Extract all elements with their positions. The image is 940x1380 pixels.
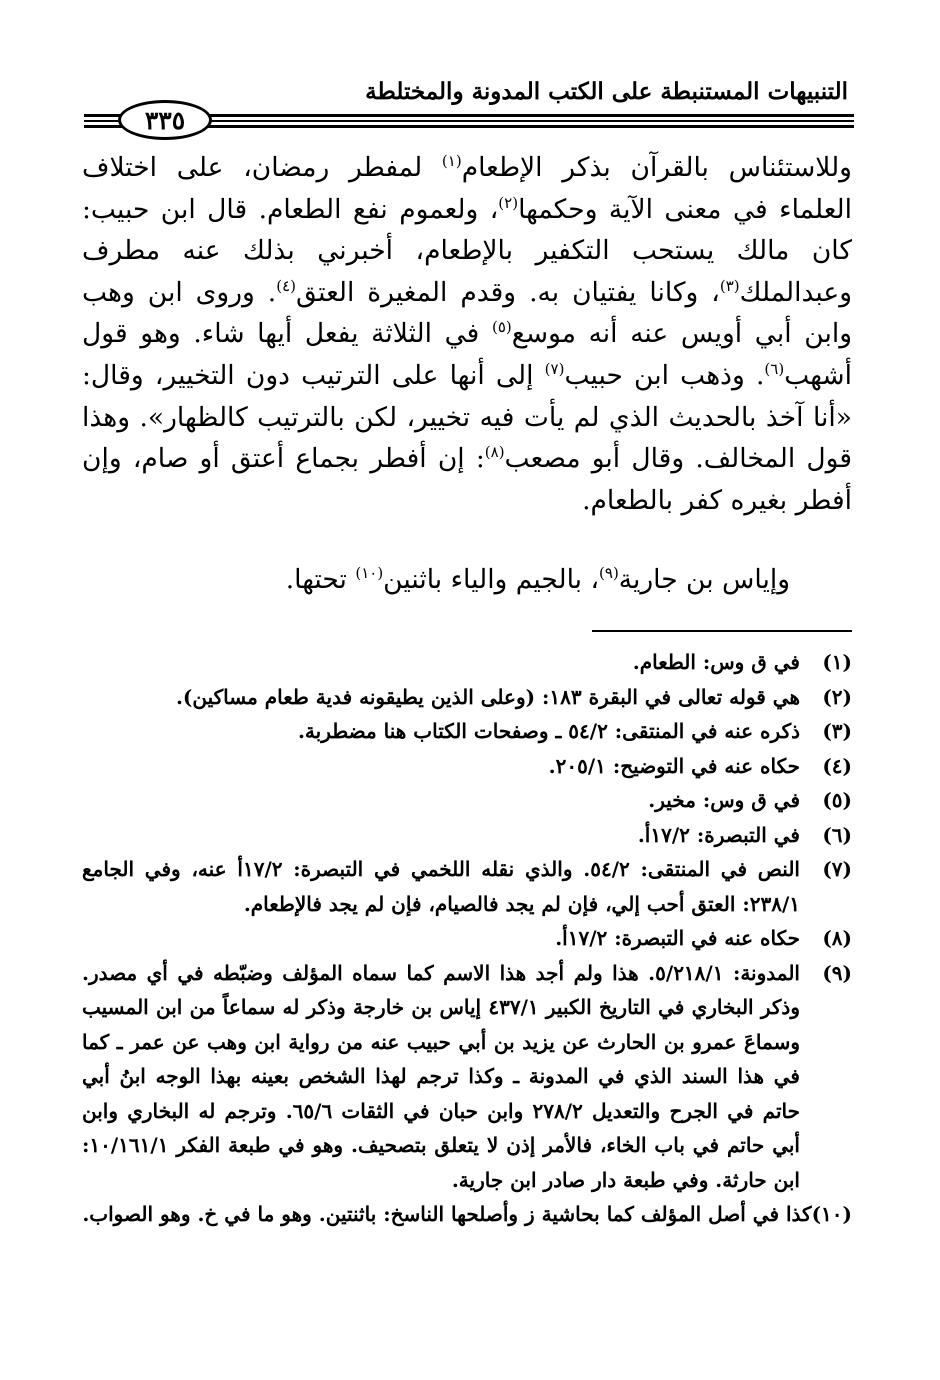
- footnote-text: حكاه عنه في التوضيح: ٢٠٥/١.: [548, 753, 800, 778]
- text-segment: لمفطر رمضان، على اختلاف العلماء في معنى الآية وحكمها: [82, 152, 852, 225]
- footnote-text: في ق وس: الطعام.: [632, 650, 800, 674]
- footnote-number: (٩): [822, 960, 852, 985]
- text-segment: في الثلاثة يفعل أيها شاء. وهو قول أشهب: [82, 318, 852, 391]
- main-paragraph: [82, 147, 852, 521]
- footnote-number: (٧): [822, 857, 852, 881]
- footnote-text: في ق وس: مخير.: [648, 788, 800, 812]
- footnote-ref[interactable]: (٦): [764, 360, 785, 379]
- footnote-text: ذكره عنه في المنتقى: ٥٤/٢ ـ وصفحات الكتاب هنا مضطربة.: [297, 719, 800, 743]
- footnote-ref[interactable]: (٨): [484, 443, 505, 462]
- page-number: ٣٣٥: [118, 100, 212, 140]
- footnote-number: (٦): [822, 822, 852, 847]
- footnote-number: (٥): [822, 788, 852, 812]
- footnote-number: (٣): [822, 719, 852, 743]
- footnote-text: هي قوله تعالى في البقرة ١٨٣: (وعلى الذين يطيقونه فدية طعام مساكين).: [175, 684, 800, 709]
- footnote-item: [82, 749, 852, 784]
- text-segment: تحتها.: [285, 564, 356, 595]
- footnote-ref[interactable]: (٣): [719, 276, 740, 295]
- text-segment: ، وكانا يفتيان به. وقدم المغيرة العتق: [296, 276, 720, 308]
- footnote-ref[interactable]: (٥): [491, 318, 512, 337]
- footnote-item: [82, 645, 852, 680]
- text-segment: ، بالجيم والياء باثنين: [383, 564, 600, 595]
- footnote-number: (١): [822, 650, 852, 674]
- footnote-item: [82, 852, 852, 921]
- footnote-item: [82, 1197, 852, 1232]
- footnote-ref[interactable]: (١): [441, 152, 462, 171]
- footnote-ref[interactable]: (٧): [544, 360, 565, 379]
- footnote-text: في التبصرة: ١٧/٢أ.: [637, 822, 800, 847]
- text-segment: إلى أنها على الترتيب دون التخيير، وقال: «أنا آخذ بالحديث الذي لم يأت فيه تخيير، لكن بالترتيب كالظهار». وهذا قول المخالف. وقال أبو مصعب: [82, 359, 852, 475]
- footnote-text: المدونة: ٥/٢١٨/١. هذا ولم أجد هذا الاسم كما سماه المؤلف وضبّطه في أي مصدر. وذكر البخاري في التاريخ الكبير ٤٣٧/١ إياس بن خارجة وذكر له سماعاً من ابن المسيب وسماعَ عمرو بن الحارث عن يزيد بن أبي حبيب عنه من رواية ابن وهب عن عمر ـ كما في هذا السند الذي في المدونة ـ وكذا ترجم لهذا الشخص بعينه بهذا الوجه ابنُ أبي حاتم في الجرح والتعديل ٢٧٨/٢ وابن حبان في الثقات ٦٥/٦. وترجم له البخاري وابن أبي حاتم في باب الخاء، فالأمر إذن لا يتعلق بتصحيف. وهو في طبعة الفكر ١٠/١٦١/١: ابن حارثة. وفي طبعة دار صادر ابن جارية.: [82, 960, 800, 1192]
- text-segment: ، ولعموم نفع الطعام. قال ابن حبيب: كان مالك يستحب التكفير بالإطعام، أخبرني بذلك عنه مطرف وعبدالملك: [82, 193, 853, 308]
- text-segment: . وروى ابن وهب وابن أبي أويس عنه أنه موسع: [82, 276, 852, 350]
- footnote-ref[interactable]: (١٠): [355, 564, 384, 583]
- footnote-item: [82, 680, 852, 715]
- standalone-line: [100, 560, 790, 600]
- footnote-ref[interactable]: (٤): [276, 276, 296, 295]
- footnote-ref[interactable]: (٢): [498, 193, 519, 212]
- footnote-item: [82, 714, 852, 749]
- footnote-item: [82, 956, 852, 1198]
- footnote-item: [82, 783, 852, 818]
- footnote-text: النص في المنتقى: ٥٤/٢. والذي نقله اللخمي في التبصرة: ١٧/٢أ عنه، وفي الجامع ٢٣٨/١: العتق أحب إلي، فإن لم يجد فالصيام، فإن لم يجد فالإطعام.: [82, 857, 800, 916]
- footnote-number: (٤): [822, 753, 852, 778]
- running-title: التنبيهات المستنبطة على الكتب المدونة والمختلطة: [365, 78, 848, 105]
- footnote-item: [82, 818, 852, 853]
- text-segment: . وذهب ابن حبيب: [564, 359, 765, 391]
- footnote-number: (٢): [822, 684, 852, 709]
- footnote-text: كذا في أصل المؤلف كما بحاشية ز وأصلحها الناسخ: باثنتين. وهو ما في خ. وهو الصواب.: [82, 1202, 812, 1226]
- footnote-ref[interactable]: (٩): [599, 564, 619, 583]
- footnote-item: [82, 921, 852, 956]
- footnotes-list: [82, 645, 852, 1232]
- footnote-number: (١٠): [811, 1202, 852, 1226]
- footnote-text: حكاه عنه في التبصرة: ١٧/٢أ.: [555, 926, 800, 950]
- text-segment: وإياس بن جارية: [618, 564, 790, 595]
- text-segment: وللاستئناس بالقرآن بذكر الإطعام: [461, 152, 852, 183]
- text-segment: : إن أفطر بجماع أعتق أو صام، وإن أفطر بغيره كفر بالطعام.: [82, 443, 852, 516]
- footnote-number: (٨): [822, 926, 852, 950]
- footnote-separator: [592, 630, 852, 632]
